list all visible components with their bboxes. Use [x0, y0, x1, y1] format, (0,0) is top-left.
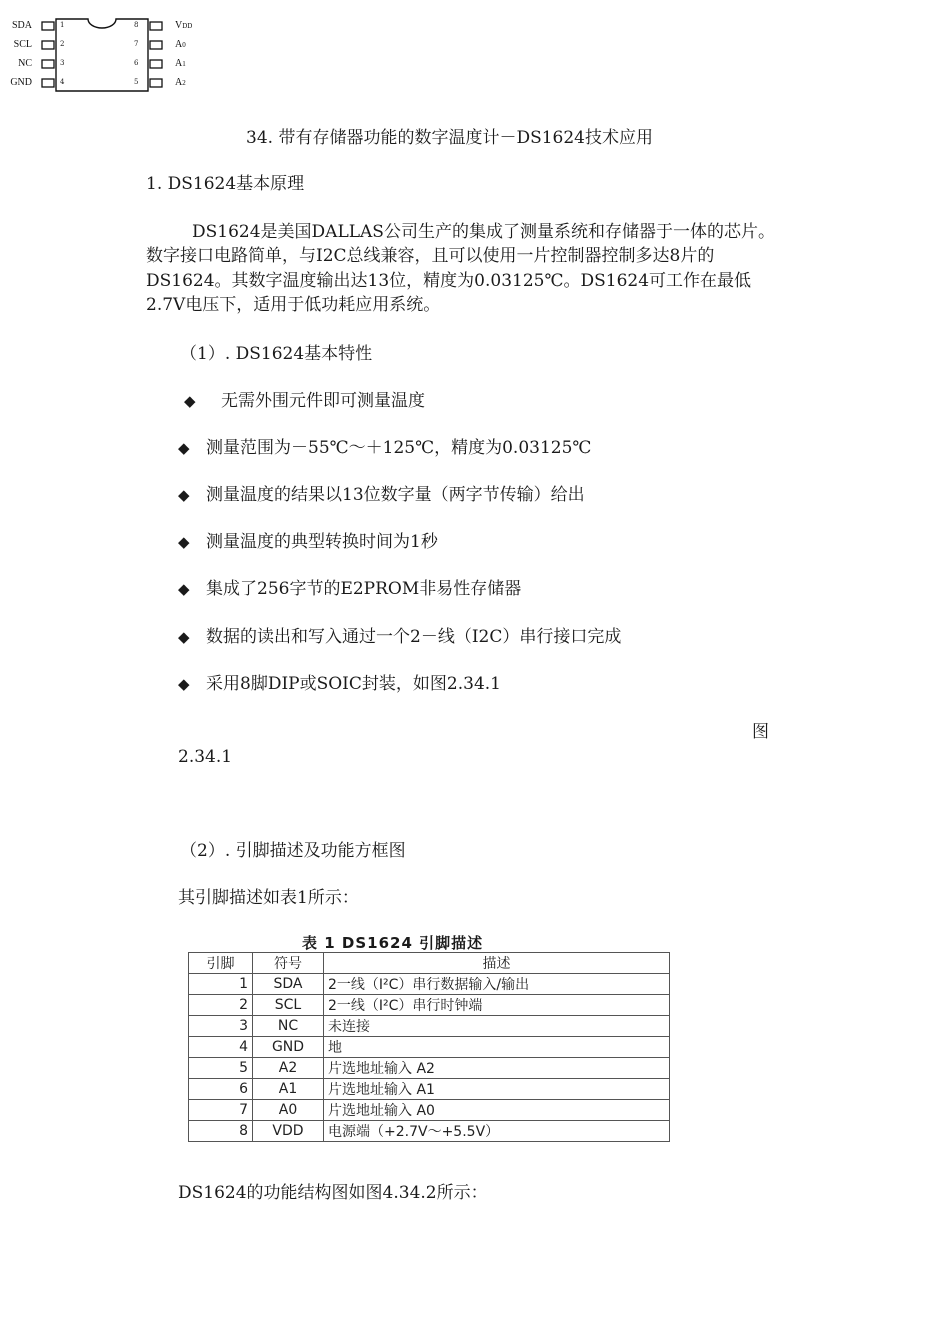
pin-number-2: 2: [60, 40, 65, 48]
cell-pin: 1: [189, 974, 253, 995]
pin-description-intro: 其引脚描述如表1所示：: [178, 888, 359, 908]
pin-number-7: 7: [134, 40, 139, 48]
figure-caption-number: 2.34.1: [178, 747, 233, 767]
cell-description: 片选地址输入 A0: [324, 1100, 670, 1121]
column-header-pin: 引脚: [189, 953, 253, 974]
pin-label-a0: A0: [175, 39, 186, 50]
section-heading-1: 1. DS1624基本原理: [146, 174, 305, 194]
pin-number-6: 6: [134, 59, 139, 67]
cell-pin: 4: [189, 1037, 253, 1058]
pin-label-a1: A1: [175, 58, 186, 69]
pin-label-vdd: VDD: [175, 20, 193, 31]
column-header-symbol: 符号: [253, 953, 324, 974]
table-row: [189, 1121, 670, 1142]
cell-pin: 2: [189, 995, 253, 1016]
table-title: 表 1 DS1624 引脚描述: [302, 934, 484, 952]
diamond-bullet-icon: ◆: [178, 486, 190, 504]
pin-label-scl: SCL: [13, 39, 32, 50]
cell-symbol: VDD: [253, 1121, 324, 1142]
list-item: ◆ 无需外围元件即可测量温度: [184, 391, 425, 411]
table-row: [189, 995, 670, 1016]
cell-symbol: A2: [253, 1058, 324, 1079]
cell-description: 片选地址输入 A2: [324, 1058, 670, 1079]
diamond-bullet-icon: ◆: [178, 628, 190, 646]
table-row: [189, 974, 670, 995]
table-row: [189, 1016, 670, 1037]
cell-description: 未连接: [324, 1016, 670, 1037]
diamond-bullet-icon: ◆: [178, 439, 190, 457]
pin-number-8: 8: [134, 21, 139, 29]
pin-number-1: 1: [60, 21, 65, 29]
cell-pin: 3: [189, 1016, 253, 1037]
table-row: [189, 1058, 670, 1079]
list-item: ◆ 集成了256字节的E2PROM非易性存储器: [178, 579, 522, 599]
pin-number-3: 3: [60, 59, 65, 67]
cell-pin: 5: [189, 1058, 253, 1079]
cell-pin: 8: [189, 1121, 253, 1142]
subsection-heading-pins: （2）. 引脚描述及功能方框图: [180, 841, 406, 861]
diamond-bullet-icon: ◆: [178, 675, 190, 693]
column-header-description: 描述: [324, 953, 670, 974]
list-item: ◆ 测量范围为－55℃～＋125℃，精度为0.03125℃: [178, 438, 592, 458]
intro-line: DS1624。其数字温度输出达13位，精度为0.03125℃。DS1624可工作在最低: [146, 271, 752, 291]
cell-symbol: A1: [253, 1079, 324, 1100]
diamond-bullet-icon: ◆: [178, 533, 190, 551]
list-item: ◆ 采用8脚DIP或SOIC封装，如图2.34.1: [178, 674, 501, 694]
cell-symbol: A0: [253, 1100, 324, 1121]
diamond-bullet-icon: ◆: [178, 580, 190, 598]
pin-label-sda: SDA: [11, 20, 32, 31]
cell-description: 2一线（I²C）串行数据输入/输出: [324, 974, 670, 995]
table-row: [189, 1079, 670, 1100]
pin-label-nc: NC: [18, 58, 32, 69]
list-item: ◆ 测量温度的典型转换时间为1秒: [178, 532, 438, 552]
cell-description: 2一线（I²C）串行时钟端: [324, 995, 670, 1016]
functional-diagram-caption: DS1624的功能结构图如图4.34.2所示：: [178, 1183, 488, 1203]
document-title: 34. 带有存储器功能的数字温度计－DS1624技术应用: [246, 128, 653, 148]
diamond-bullet-icon: ◆: [184, 392, 196, 410]
pin-number-4: 4: [60, 78, 65, 86]
cell-pin: 7: [189, 1100, 253, 1121]
pin-label-gnd: GND: [10, 77, 32, 88]
list-item: ◆ 数据的读出和写入通过一个2－线（I2C）串行接口完成: [178, 627, 622, 647]
intro-line: DS1624是美国DALLAS公司生产的集成了测量系统和存储器于一体的芯片。: [192, 222, 775, 242]
cell-symbol: SCL: [253, 995, 324, 1016]
intro-line: 2.7V电压下，适用于低功耗应用系统。: [146, 295, 441, 315]
table-row: [189, 1037, 670, 1058]
cell-symbol: GND: [253, 1037, 324, 1058]
table-header-row: [189, 953, 670, 974]
cell-description: 片选地址输入 A1: [324, 1079, 670, 1100]
cell-description: 电源端（+2.7V～+5.5V）: [324, 1121, 670, 1142]
cell-description: 地: [324, 1037, 670, 1058]
table-row: [189, 1100, 670, 1121]
cell-symbol: SDA: [253, 974, 324, 995]
intro-line: 数字接口电路简单，与I2C总线兼容，且可以使用一片控制器控制多达8片的: [146, 246, 715, 266]
pin-number-5: 5: [134, 78, 139, 86]
figure-caption-word: 图: [752, 722, 769, 742]
subsection-heading-features: （1）. DS1624基本特性: [180, 344, 373, 364]
cell-pin: 6: [189, 1079, 253, 1100]
cell-symbol: NC: [253, 1016, 324, 1037]
list-item: ◆ 测量温度的结果以13位数字量（两字节传输）给出: [178, 485, 585, 505]
pin-description-table: [188, 952, 670, 1142]
pin-label-a2: A2: [175, 77, 186, 88]
